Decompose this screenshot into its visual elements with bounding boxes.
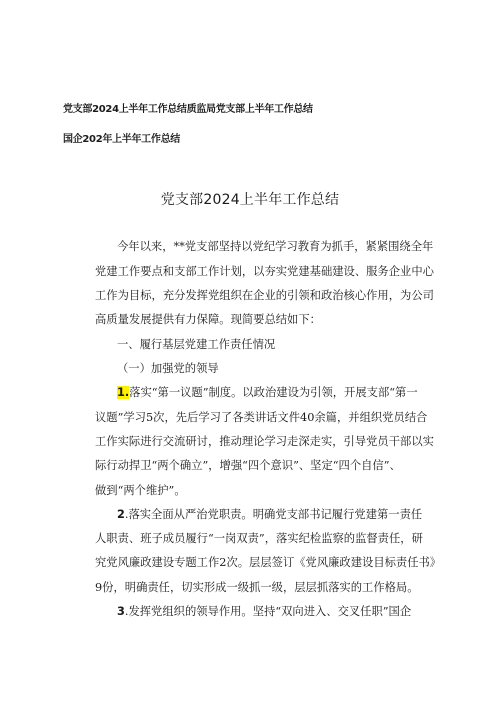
- header-line-1: 党支部2024上半年工作总结质监局党支部上半年工作总结: [63, 104, 313, 115]
- header-line-2: 国企202年上半年工作总结: [63, 134, 180, 145]
- text-line: [117, 506, 422, 522]
- text-line: 9份，明确责任，切实形成一级抓一级，层层抓落实的工作格局。: [95, 581, 419, 594]
- text-line: 党建工作要点和支部工作计划，以夯实党建基础建设、服务企业中心: [95, 265, 434, 278]
- document-title: 党支部2024上半年工作总结: [160, 192, 340, 208]
- text-line: 际行动捍卫“两个确立”，增强“四个意识”、坚定“四个自信”、: [95, 459, 401, 472]
- text-span: 落实“第一议题”制度。以政治建设为引领，开展支部“第一: [129, 386, 418, 399]
- text-line: 究党风廉政建设专题工作2次。层层签订《党风廉政建设目标责任书》: [95, 556, 442, 569]
- text-line: 做到“两个维护”。: [95, 484, 186, 497]
- item-number: 2: [117, 508, 125, 521]
- subsection-heading: （一）加强党的领导: [117, 362, 219, 375]
- text-span: .发挥党组织的领导作用。坚持“双向进入、交叉任职”国企: [124, 605, 412, 618]
- text-line: 工作为目标，充分发挥党组织在企业的引领和政治核心作用，为公司: [95, 289, 434, 302]
- text-line: 议题”学习5次，先后学习了各类讲话文件40余篇，并组织党员结合: [95, 411, 428, 424]
- text-span: .落实全面从严治党职责。明确党支部书记履行党建第一责任: [124, 508, 423, 521]
- text-line: 今年以来，**党支部坚持以党纪学习教育为抓手，紧紧围绕全年: [117, 240, 434, 253]
- text-line: 高质量发展提供有力保障。现简要总结如下：: [95, 313, 321, 326]
- text-line: [117, 384, 418, 400]
- text-line: [117, 603, 411, 619]
- item-number-highlight: 1.: [117, 386, 130, 399]
- text-line: 工作实际进行交流研讨，推动理论学习走深走实，引导党员干部以实: [95, 435, 434, 448]
- text-line: 人职责、班子成员履行“一岗双责”，落实纪检监察的监督责任，研: [95, 532, 423, 545]
- item-number: 3: [117, 605, 125, 618]
- section-heading: 一、履行基层党建工作责任情况: [117, 338, 276, 351]
